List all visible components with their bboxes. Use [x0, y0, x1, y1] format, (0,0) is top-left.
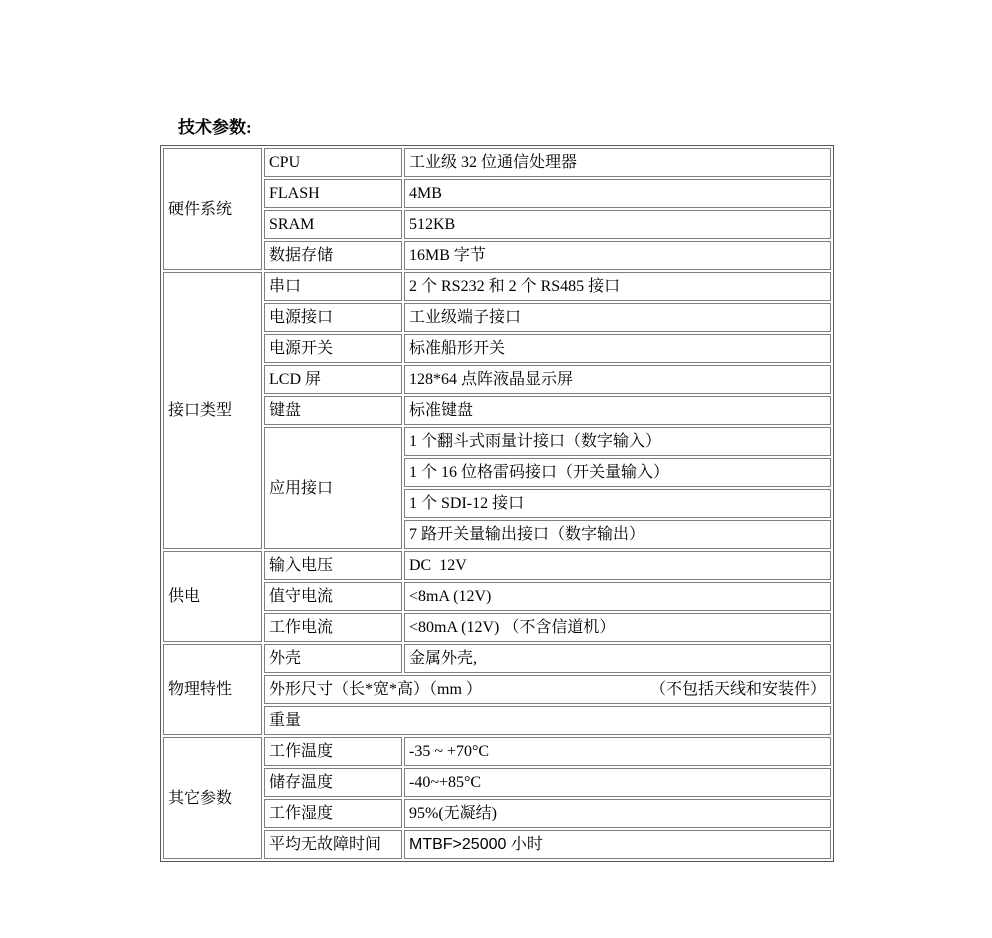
value-cell: -35 ~ +70°C	[404, 737, 831, 766]
table-row	[163, 706, 831, 735]
weight-cell: 重量	[264, 706, 831, 735]
param-cell: 输入电压	[264, 551, 402, 580]
value-cell: MTBF>25000 小时	[404, 830, 831, 859]
spec-table	[160, 145, 834, 862]
value-cell: 工业级 32 位通信处理器	[404, 148, 831, 177]
param-cell: 外壳	[264, 644, 402, 673]
table-row	[163, 365, 831, 394]
table-row	[163, 241, 831, 270]
dimensions-label: 外形尺寸（长*宽*高）（mm ）	[269, 681, 482, 698]
value-cell: 1 个 SDI-12 接口	[404, 489, 831, 518]
value-cell: 16MB 字节	[404, 241, 831, 270]
dimensions-note: （不包括天线和安装件）	[649, 681, 826, 698]
category-cell-physical: 物理特性	[163, 644, 262, 735]
param-cell: 键盘	[264, 396, 402, 425]
param-cell: 数据存储	[264, 241, 402, 270]
value-cell: 7 路开关量输出接口（数字输出）	[404, 520, 831, 549]
value-cell: 95%(无凝结)	[404, 799, 831, 828]
value-cell: 2 个 RS232 和 2 个 RS485 接口	[404, 272, 831, 301]
value-cell: 512KB	[404, 210, 831, 239]
value-cell: DC 12V	[404, 551, 831, 580]
table-row	[163, 396, 831, 425]
value-cell: 标准船形开关	[404, 334, 831, 363]
param-cell: 平均无故障时间	[264, 830, 402, 859]
value-cell: <80mA (12V) （不含信道机）	[404, 613, 831, 642]
value-cell: 4MB	[404, 179, 831, 208]
page-title: 技术参数:	[178, 118, 252, 137]
param-cell: FLASH	[264, 179, 402, 208]
value-cell: 标准键盘	[404, 396, 831, 425]
param-cell: CPU	[264, 148, 402, 177]
param-cell-app-interface: 应用接口	[264, 427, 402, 549]
table-row	[163, 675, 831, 704]
table-row	[163, 830, 831, 859]
category-cell-other: 其它参数	[163, 737, 262, 859]
param-cell: LCD 屏	[264, 365, 402, 394]
table-row	[163, 737, 831, 766]
param-cell: 储存温度	[264, 768, 402, 797]
param-cell: 工作湿度	[264, 799, 402, 828]
category-cell-power: 供电	[163, 551, 262, 642]
table-row	[163, 644, 831, 673]
table-row	[163, 334, 831, 363]
value-cell: 金属外壳,	[404, 644, 831, 673]
table-row	[163, 551, 831, 580]
table-row	[163, 148, 831, 177]
value-cell: -40~+85°C	[404, 768, 831, 797]
table-row	[163, 179, 831, 208]
param-cell: SRAM	[264, 210, 402, 239]
param-cell: 工作电流	[264, 613, 402, 642]
document-content	[160, 118, 836, 862]
param-cell: 电源开关	[264, 334, 402, 363]
param-cell: 值守电流	[264, 582, 402, 611]
table-row	[163, 768, 831, 797]
table-row	[163, 582, 831, 611]
dimensions-cell	[264, 675, 831, 704]
value-cell: 工业级端子接口	[404, 303, 831, 332]
category-cell-interface: 接口类型	[163, 272, 262, 549]
param-cell: 工作温度	[264, 737, 402, 766]
value-cell: 128*64 点阵液晶显示屏	[404, 365, 831, 394]
table-row	[163, 613, 831, 642]
value-cell: <8mA (12V)	[404, 582, 831, 611]
table-row	[163, 427, 831, 456]
value-cell: 1 个 16 位格雷码接口（开关量输入）	[404, 458, 831, 487]
table-row	[163, 272, 831, 301]
table-row	[163, 303, 831, 332]
param-cell: 串口	[264, 272, 402, 301]
category-cell-hardware: 硬件系统	[163, 148, 262, 270]
param-cell: 电源接口	[264, 303, 402, 332]
value-cell: 1 个翻斗式雨量计接口（数字输入）	[404, 427, 831, 456]
table-row	[163, 799, 831, 828]
table-row	[163, 210, 831, 239]
